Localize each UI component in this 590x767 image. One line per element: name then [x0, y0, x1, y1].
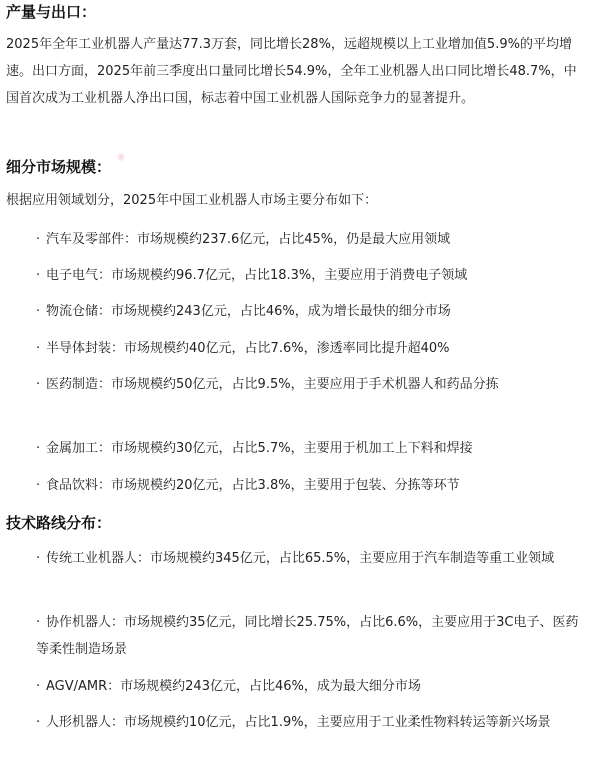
list-item-text: 金属加工：市场规模约30亿元，占比5.7%，主要用于机加工上下料和焊接 — [46, 441, 473, 456]
list-item-text: 协作机器人：市场规模约35亿元，同比增长25.75%，占比6.6%，主要应用于3C电子、医药等柔性制造场景 — [36, 615, 579, 657]
list-item — [36, 335, 586, 362]
bullet-icon: · — [36, 715, 41, 730]
bullet-icon: · — [36, 232, 41, 247]
bullet-icon: · — [36, 551, 41, 566]
list-item-text: 食品饮料：市场规模约20亿元，占比3.8%，主要用于包装、分拣等环节 — [46, 478, 460, 493]
list-item-text: 半导体封装：市场规模约40亿元，占比7.6%，渗透率同比提升超40% — [46, 341, 450, 356]
bullet-icon: · — [36, 304, 41, 319]
section-heading-tech: 技术路线分布： — [6, 514, 112, 532]
list-item-text: 传统工业机器人：市场规模约345亿元，占比65.5%，主要应用于汽车制造等重工业领域 — [46, 551, 555, 566]
production-paragraph: 2025年全年工业机器人产量达77.3万套，同比增长28%，远超规模以上工业增加值5.9%的平均增速。出口方面，2025年前三季度出口量同比增长54.9%，全年工业机器人出口同比增长48.7%，中国首次成为工业机器人净出口国，标志着中国工业机器人国际竞争力的显著提升。 — [6, 37, 577, 106]
list-item — [36, 609, 586, 663]
list-item — [36, 262, 586, 289]
list-item-text: 人形机器人：市场规模约10亿元，占比1.9%，主要应用于工业柔性物料转运等新兴场景 — [46, 715, 551, 730]
list-item-text: 汽车及零部件：市场规模约237.6亿元，占比45%，仍是最大应用领域 — [46, 232, 451, 247]
bullet-icon: · — [36, 441, 41, 456]
bullet-icon: · — [36, 615, 41, 630]
decorative-dot — [116, 152, 126, 162]
bullet-icon: · — [36, 679, 41, 694]
list-item — [36, 298, 586, 325]
list-item — [36, 709, 586, 736]
section-heading-production: 产量与出口： — [6, 3, 97, 21]
list-item — [36, 371, 586, 398]
list-item-text: 医药制造：市场规模约50亿元，占比9.5%，主要应用于手术机器人和药品分拣 — [46, 377, 499, 392]
section-heading-segments: 细分市场规模： — [6, 158, 112, 176]
list-item-text: AGV/AMR：市场规模约243亿元，占比46%，成为最大细分市场 — [46, 679, 421, 694]
list-item-text: 物流仓储：市场规模约243亿元，占比46%，成为增长最快的细分市场 — [46, 304, 451, 319]
bullet-icon: · — [36, 478, 41, 493]
bullet-icon: · — [36, 268, 41, 283]
bullet-icon: · — [36, 377, 41, 392]
bullet-icon: · — [36, 341, 41, 356]
list-item — [36, 545, 586, 572]
list-item — [36, 226, 586, 253]
list-item-text: 电子电气：市场规模约96.7亿元，占比18.3%，主要应用于消费电子领域 — [46, 268, 468, 283]
list-item — [36, 472, 586, 499]
list-item — [36, 435, 586, 462]
list-item — [36, 673, 586, 700]
segments-intro: 根据应用领域划分，2025年中国工业机器人市场主要分布如下： — [6, 193, 378, 208]
